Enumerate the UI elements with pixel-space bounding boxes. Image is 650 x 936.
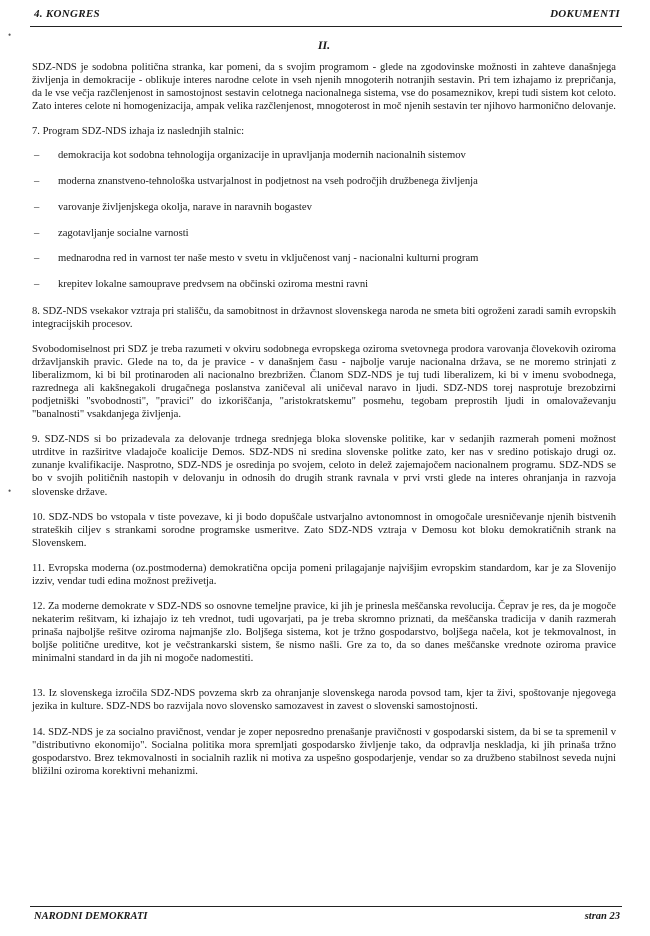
- principles-list: [32, 150, 616, 291]
- paragraph-14: 14. SDZ-NDS je za socialno pravičnost, vendar je zoper neposredno prenašanje pravičnosti v gospodarski sistem, da bi se ta spremenil v "distributivno ekonomijo". Socialna politika mora spremljati gospodarsko življenje tako, da odpravlja neskladja, ki jih prinaša tržno gospodarstvo. Brez tekmovalnosti in socialnih razlik ni motiva za uspešno gospodarjenje, vendar so za družbeno stabilnost seveda nujni bližilni oziroma korektivni mehanizmi.: [32, 726, 616, 777]
- dash-icon: –: [34, 176, 40, 188]
- paragraph-11: 11. Evropska moderna (oz.postmoderna) demokratična opcija pomeni prilagajanje najvišjim evropskim standardom, kar je za Slovenijo izziv, vendar tudi edina možnost preživetja.: [32, 562, 616, 587]
- list-item: – varovanje življenjskega okolja, narave in naravnih bogastev: [34, 201, 312, 213]
- dash-icon: –: [34, 201, 40, 213]
- intro-paragraph: SDZ-NDS je sodobna politična stranka, kar pomeni, da s svojim programom - glede na zgodovinske možnosti in zahteve današnjega življenja in demokracije - oblikuje interes narodne celote in vseh njenih mnogoterih notranjih sestavin. Pri tem izhajamo iz prepričanja, da le vse večja razčlenjenost in samostojnost sestavin celotnega nacionalnega sistema, vse do posameznikov, krepi tudi sistem kot celoto. Zato interes celote ni homogenizacija, ampak velika razčlenjenost, mnogoterost in moč njenih sestavin ter njihovo harmonično delovanje.: [32, 62, 616, 113]
- margin-dot-icon: •: [8, 30, 12, 40]
- header-section: DOKUMENTI: [550, 8, 620, 20]
- header-congress: 4. KONGRES: [34, 8, 100, 20]
- footer-publication: NARODNI DEMOKRATI: [34, 911, 148, 922]
- paragraph-8b: Svobodomiselnost pri SDZ je treba razumeti v okviru sodobnega evropskega oziroma svetovnega prodora varovanja človekovih oziroma državljanskih pravic. Glede na to, da je pravice - v današnjem času - najbolje varuje nacionalna država, se ne moremo strinjati z liberalizmom, ki bi bil protinaroden ali nacionalno brezbrižen. Članom SDZ-NDS je tuj tudi liberalizem, ki bi v imenu svobodnega, razrednega ali kakšnegakoli drugačnega poslanstva zaničeval ali uničeval naravo in ljudi. SDZ-NDS torej nasprotuje brezobzirni podjetniški "svobodnosti", "pravici" do izkoriščanja, "aristokratskemu" posmehu, tegobam preprostih ljudi in omalovaževanju "banalnosti" vsakdanjega življenja.: [32, 343, 616, 421]
- paragraph-13: 13. Iz slovenskega izročila SDZ-NDS povzema skrb za ohranjanje slovenskega naroda povsod tam, kjer ta živi, spoštovanje njegovega jezika in kulture. SDZ-NDS bo razvijala novo slovensko samozavest in zavest o slovenski samostojnosti.: [32, 688, 616, 713]
- page-header: [30, 6, 622, 27]
- margin-dot-icon: •: [8, 486, 12, 496]
- paragraph-10: 10. SDZ-NDS bo vstopala v tiste povezave, ki ji bodo dopuščale ustvarjalno avtonomnost in omogočale uresničevanje njenih bistvenih strateških ciljev s strankami sorodne programske usmeritve. Zato SDZ-NDS vztraja v Demosu kot bloku demokratičnih strank na Slovenskem.: [32, 511, 616, 549]
- list-item: – demokracija kot sodobna tehnologija organizacije in upravljanja modernih nacionalnih sistemov: [34, 150, 466, 162]
- document-body: [32, 38, 616, 778]
- dash-icon: –: [34, 253, 40, 265]
- paragraph-9: 9. SDZ-NDS si bo prizadevala za delovanje trdnega srednjega bloka slovenske politike, kar v sedanjih razmerah pomeni možnost utrditve in razširitve vladajoče koalicije Demos. SDZ-NDS ni sredina slovenske politke zato, ker nas v sredino potiskajo drugi oz. zunanje kvalifikacije. Nasprotno, SDZ-NDS je osredinja po svojem, celoto in delež zajemajočem nacionalnem programu. SDZ-NDS se bo v svojih političnih nastopih v delovanju in odnosih do drugih strank ravnala v prvi vrsti glede na interes ohranjanja in razvoja slovenske države.: [32, 434, 616, 498]
- list-item: – krepitev lokalne samouprave predvsem na občinski oziroma mestni ravni: [34, 278, 369, 290]
- page-number: stran 23: [584, 911, 620, 922]
- list-item: – mednarodna red in varnost ter naše mesto v svetu in vključenost vanj - nacionalni kulturni program: [34, 253, 479, 265]
- section-title: II.: [317, 38, 331, 52]
- paragraph-12: 12. Za moderne demokrate v SDZ-NDS so osnovne temeljne pravice, ki jih je prinesla meščanska revolucija. Čeprav je res, da je mogoče nekaterim rešitvam, ki izhajajo iz teh vrednot, tudi ugovarjati, pa je treba skromno priznati, da meščanska tradicija v danih razmerah prinaša najboljše rešitve oziroma najmanjše zlo. Boljšega sistema, kot je tržno gospodarstvo, boljšega načela, kot je tekmovalnost, in boljše politične ureditve, kot je večstrankarski sistem, še nismo našli. Gre za to, da so danes meščanske vrednote oziroma pravice minimalni standard in da jih ni mogoče nadomestiti.: [32, 601, 616, 665]
- paragraph-7: 7. Program SDZ-NDS izhaja iz naslednjih stalnic:: [32, 126, 245, 138]
- list-item: – moderna znanstveno-tehnološka ustvarjalnost in podjetnost na vseh področjih družbenega življenja: [34, 176, 478, 188]
- paragraph-8: 8. SDZ-NDS vsekakor vztraja pri stališču, da samobitnost in državnost slovenskega naroda ne smeta biti ogroženi zaradi samih evropskih integracijskih procesov.: [32, 305, 616, 330]
- list-item: – zagotavljanje socialne varnosti: [34, 227, 189, 239]
- dash-icon: –: [34, 150, 40, 162]
- dash-icon: –: [34, 227, 40, 239]
- page-footer: [30, 906, 622, 927]
- dash-icon: –: [34, 278, 40, 290]
